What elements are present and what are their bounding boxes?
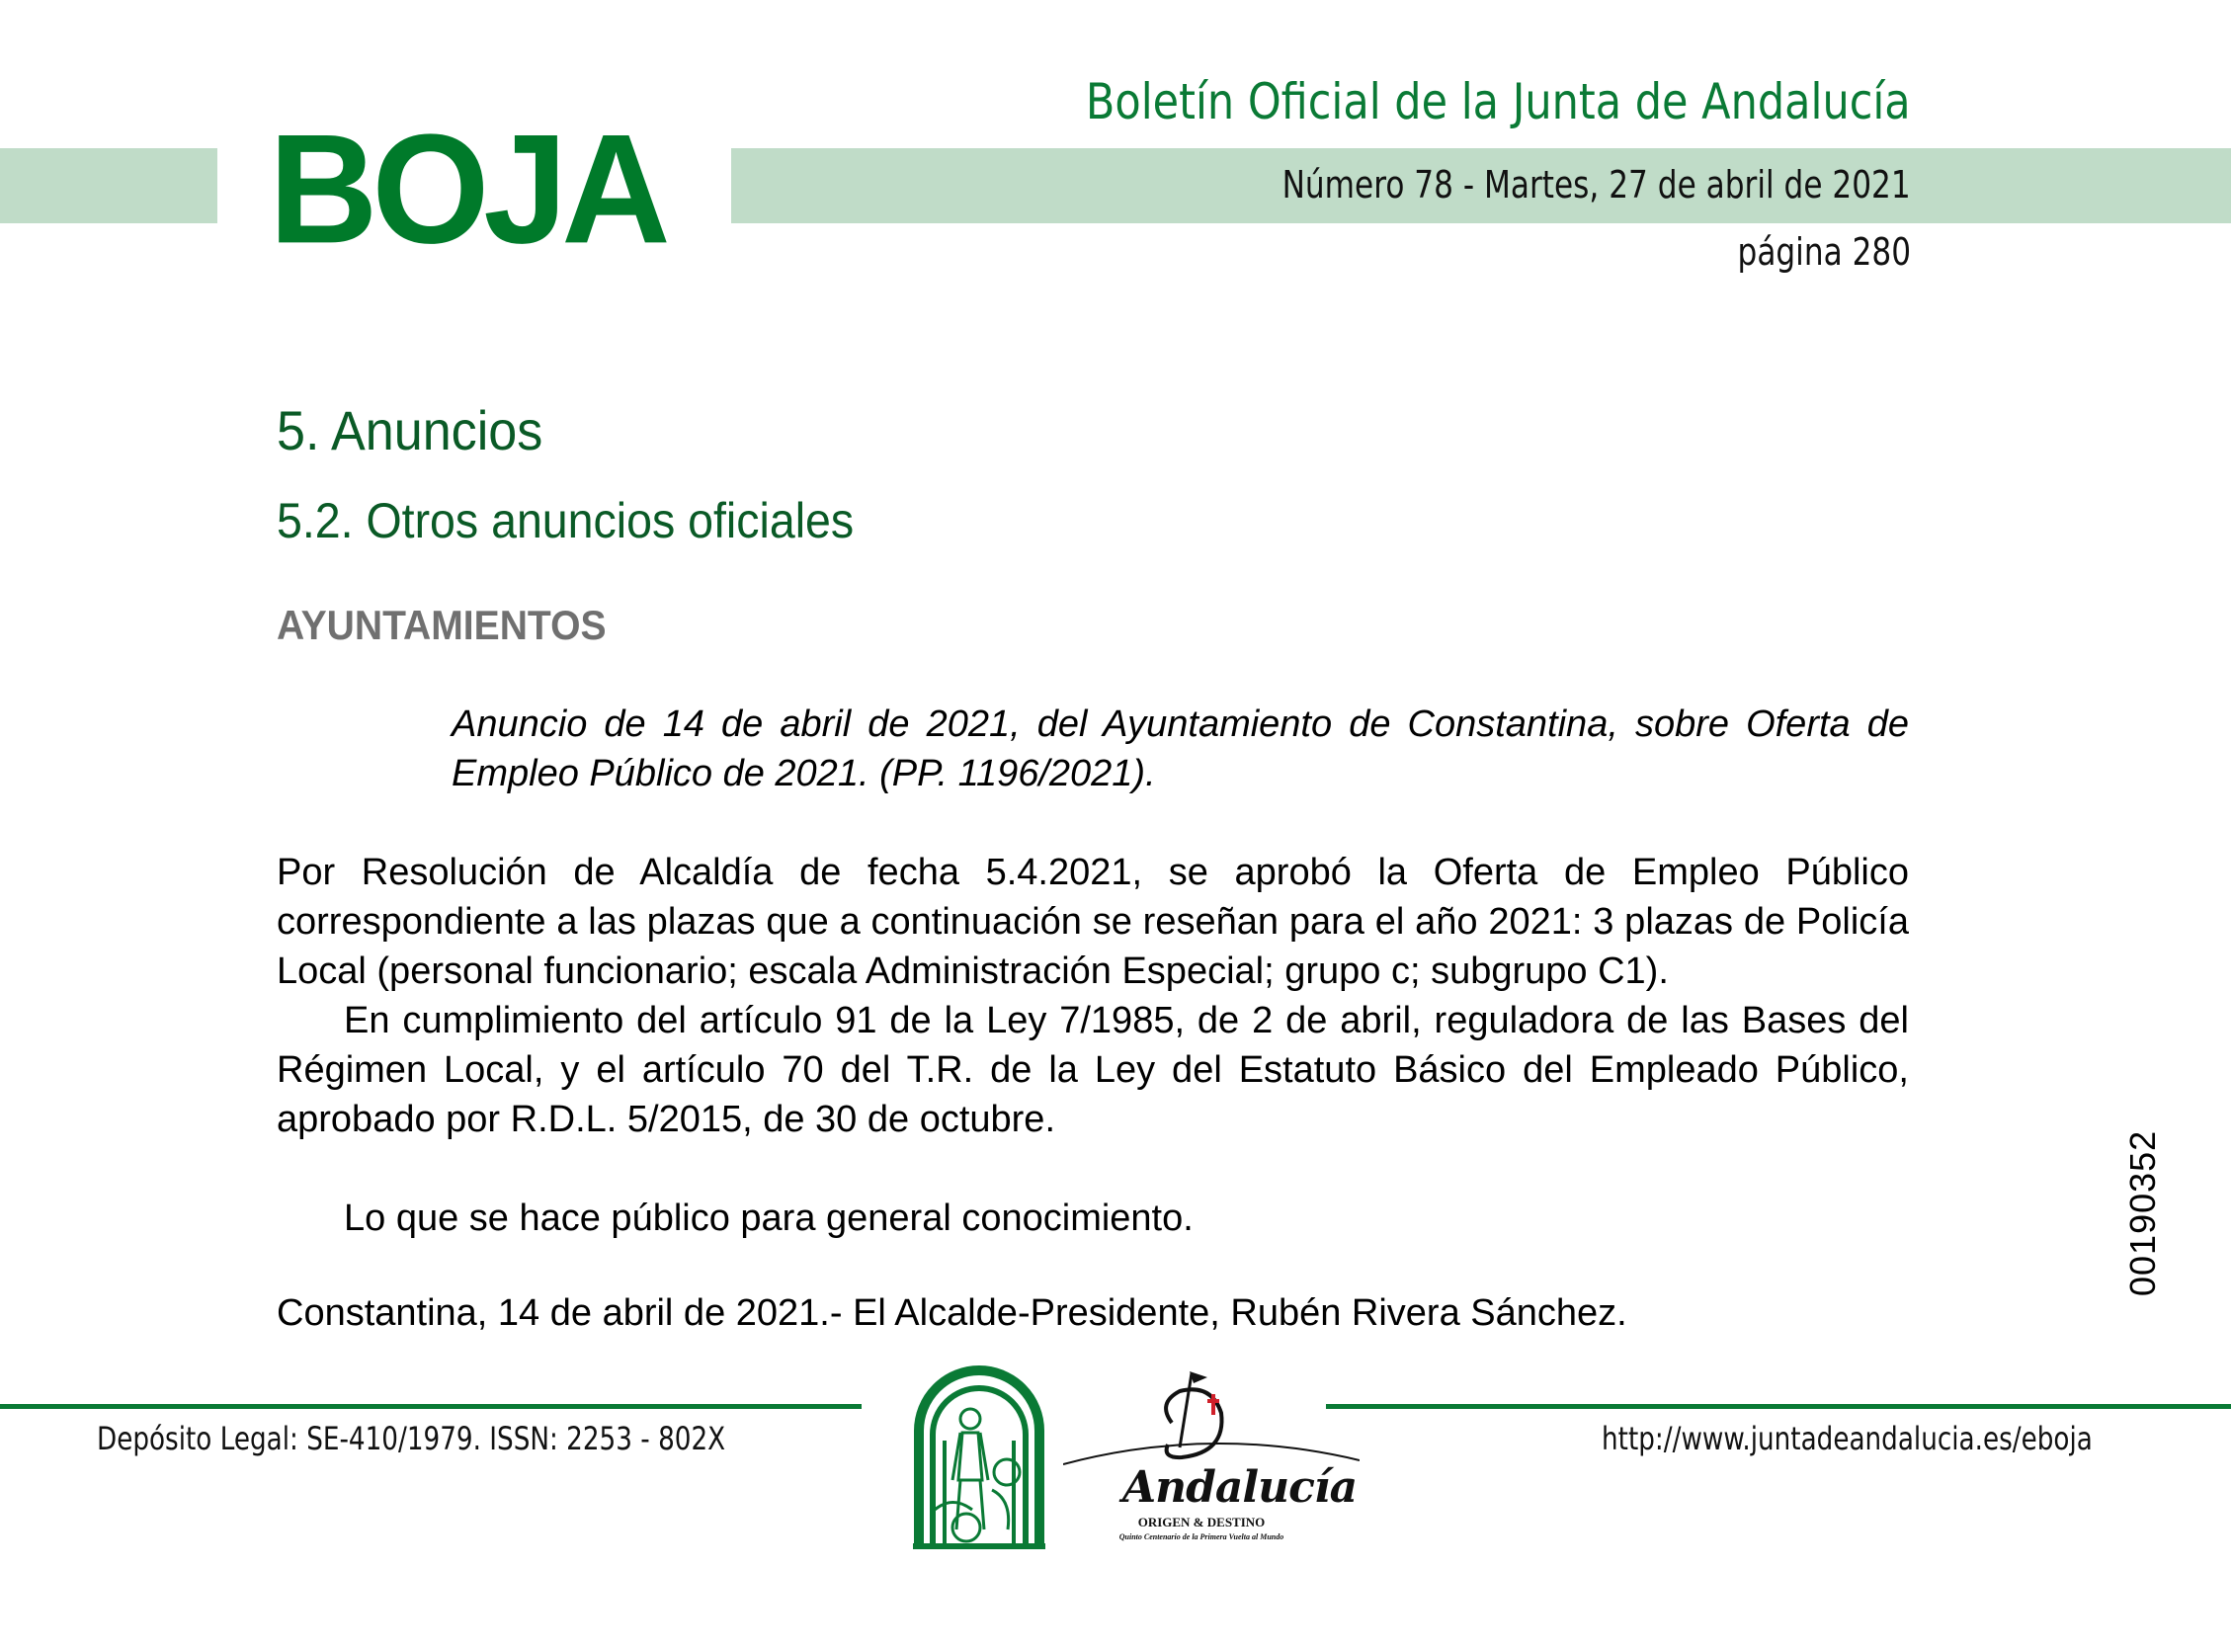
header-band-left	[0, 148, 217, 223]
body-paragraph-3: Lo que se hace público para general conocimiento.	[344, 1198, 1194, 1239]
body-paragraph-1: Por Resolución de Alcaldía de fecha 5.4.2021, se aprobó la Oferta de Empleo Público correspondiente a las plazas que a continuación se reseñan para el año 2021: 3 plazas de Policía Local (personal funcionario; escala Administración Especial; grupo c; subgrupo C1).	[277, 852, 1909, 992]
boja-logo: BOJA	[269, 101, 665, 276]
brand-mark-icon	[1063, 1363, 1360, 1472]
brand-subtitle: Quinto Centenario de la Primera Vuelta al Mundo	[1118, 1532, 1284, 1541]
announcement-summary: Anuncio de 14 de abril de 2021, del Ayuntamiento de Constantina, sobre Oferta de Empleo Público de 2021. (PP. 1196/2021).	[452, 703, 1909, 794]
brand-name: Andalucía	[1122, 1462, 1358, 1513]
section-title: 5. Anuncios	[277, 399, 543, 461]
organism-heading: AYUNTAMIENTOS	[277, 602, 607, 648]
subsection-title: 5.2. Otros anuncios oficiales	[277, 493, 855, 548]
document-code: 00190352	[2122, 1129, 2163, 1296]
footer-rule-right	[1326, 1404, 2231, 1409]
bulletin-title: Boletín Oficial de la Junta de Andalucía	[1086, 73, 1911, 130]
legal-deposit: Depósito Legal: SE-410/1979. ISSN: 2253 - 802X	[97, 1420, 726, 1457]
page-number: página 280	[1737, 230, 1911, 274]
body-paragraph-2: En cumplimiento del artículo 91 de la Ley 7/1985, de 2 de abril, reguladora de las Bases del Régimen Local, y el artículo 70 del T.R. de la Ley del Estatuto Básico del Empleado Público, aprobado por R.D.L. 5/2015, de 30 de octubre.	[277, 1000, 1909, 1140]
issue-number-date: Número 78 - Martes, 27 de abril de 2021	[1281, 163, 1911, 206]
footer-rule-left	[0, 1404, 862, 1409]
signature-line: Constantina, 14 de abril de 2021.- El Alcalde-Presidente, Rubén Rivera Sánchez.	[277, 1292, 1627, 1334]
junta-andalucia-emblem-icon	[913, 1362, 1045, 1549]
andalucia-brand-logo	[1063, 1363, 1360, 1551]
footer-url-link[interactable]: http://www.juntadeandalucia.es/eboja	[1602, 1420, 2093, 1457]
brand-tagline: ORIGEN & DESTINO	[1137, 1515, 1266, 1529]
